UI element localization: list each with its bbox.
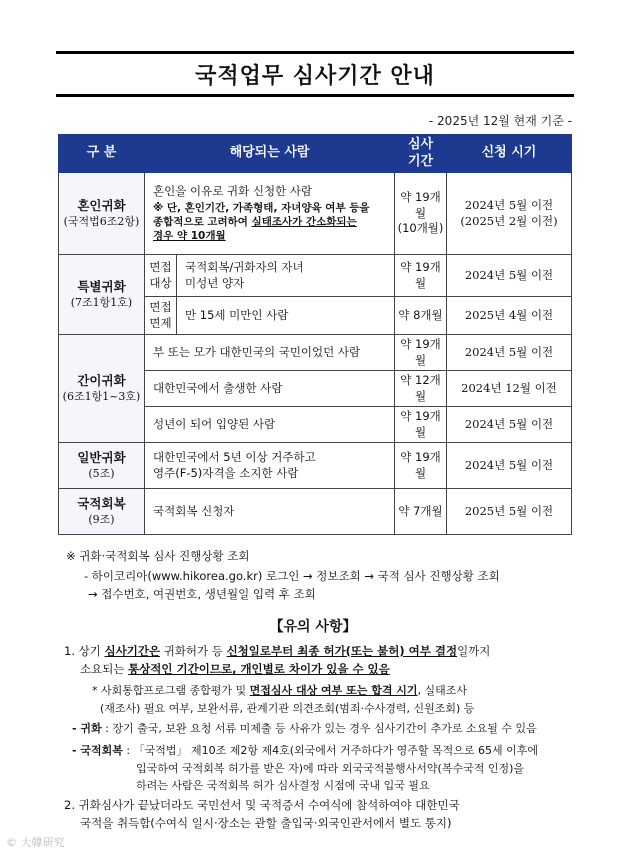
status-step-1: - 하이코리아(www.hikorea.go.kr) 로그인 → 정보조회 → 국적 심사 진행상황 조회 bbox=[84, 569, 500, 583]
special-desc-2: 만 15세 미만인 사람 bbox=[177, 297, 395, 335]
simple-period-3: 약 19개월 bbox=[395, 407, 447, 443]
restore-period: 약 7개월 bbox=[395, 489, 447, 535]
restore-date: 2025년 5월 이전 bbox=[447, 489, 572, 535]
header-apply-time: 신청 시기 bbox=[447, 135, 572, 173]
table-row bbox=[59, 443, 572, 489]
table-row bbox=[59, 489, 572, 535]
status-step-2: → 접수번호, 여권번호, 생년월일 입력 후 조회 bbox=[88, 586, 316, 601]
marriage-date: 2024년 5월 이전 (2025년 2월 이전) bbox=[447, 173, 572, 255]
reference-date: - 2025년 12월 현재 기준 - bbox=[428, 114, 572, 128]
special-date-1: 2024년 5월 이전 bbox=[447, 255, 572, 297]
header-period: 심사 기간 bbox=[395, 135, 447, 173]
category-simple: 간이귀화 (6조1항1~3호) bbox=[59, 335, 145, 443]
header-category: 구 분 bbox=[59, 135, 145, 173]
special-desc-1: 국적회복/귀화자의 자녀 미성년 양자 bbox=[177, 255, 395, 297]
special-period-2: 약 8개월 bbox=[395, 297, 447, 335]
marriage-note: ※ 단, 혼인기간, 가족형태, 자녀양육 여부 등을 종합적으로 고려하여 실태조사가 간소화되는 경우 약 10개월 bbox=[153, 202, 370, 242]
status-inquiry-steps bbox=[84, 568, 500, 604]
header-eligible: 해당되는 사람 bbox=[145, 135, 395, 173]
simple-date-1: 2024년 5월 이전 bbox=[447, 335, 572, 371]
table-header-row bbox=[59, 135, 572, 173]
watermark-logo: © 大韓研究 bbox=[6, 836, 65, 849]
simple-desc-2: 대한민국에서 출생한 사람 bbox=[145, 371, 395, 407]
special-sub-interview: 면접 대상 bbox=[145, 255, 177, 297]
simple-desc-1: 부 또는 모가 대한민국의 국민이었던 사람 bbox=[145, 335, 395, 371]
simple-period-2: 약 12개월 bbox=[395, 371, 447, 407]
simple-period-1: 약 19개월 bbox=[395, 335, 447, 371]
cautions-title: 【유의 사항】 bbox=[269, 619, 357, 635]
general-desc: 대한민국에서 5년 이상 거주하고 영주(F-5)자격을 소지한 사람 bbox=[145, 443, 395, 489]
table-row bbox=[59, 335, 572, 371]
simple-desc-3: 성년이 되어 입양된 사람 bbox=[145, 407, 395, 443]
simple-date-2: 2024년 12월 이전 bbox=[447, 371, 572, 407]
table-row bbox=[59, 173, 572, 255]
table-row bbox=[59, 255, 572, 297]
marriage-period: 약 19개월 (10개월) bbox=[395, 173, 447, 255]
special-sub-exempt: 면접 면제 bbox=[145, 297, 177, 335]
caution-restoration: - 국적회복 : 「국적법」 제10조 제2항 제4호(외국에서 거주하다가 영주할 목적으로 65세 이후에 입국하여 국적회복 허가를 받은 자)에 따라 외국국적불행사서약(복수국적 인정)을 하려는 사람은 국적회복 허가 심사결정 시점에 국내 입국 필요 bbox=[72, 744, 539, 793]
category-special: 특별귀화 (7조1항1호) bbox=[59, 255, 145, 335]
special-date-2: 2025년 4월 이전 bbox=[447, 297, 572, 335]
simple-date-3: 2024년 5월 이전 bbox=[447, 407, 572, 443]
caution-item-2: 2. 귀화심사가 끝났더라도 국민선서 및 국적증서 수여식에 참석하여야 대한민국 국적을 취득함(수여식 일시·장소는 관할 출입국·외국인관서에서 별도 통지) bbox=[64, 798, 460, 831]
general-date: 2024년 5월 이전 bbox=[447, 443, 572, 489]
page-title: 국적업무 심사기간 안내 bbox=[56, 51, 574, 97]
special-period-1: 약 19개월 bbox=[395, 255, 447, 297]
category-restore: 국적회복 (9조) bbox=[59, 489, 145, 535]
restore-desc: 국적회복 신청자 bbox=[145, 489, 395, 535]
caution-item-1: 1. 상기 심사기간은 귀화허가 등 신청일로부터 최종 허가(또는 불허) 여부 결정일까지 소요되는 통상적인 기간이므로, 개인별로 차이가 있을 수 있음 bbox=[64, 644, 491, 677]
category-general: 일반귀화 (5조) bbox=[59, 443, 145, 489]
marriage-desc: 혼인을 이유로 귀화 신청한 사람 ※ 단, 혼인기간, 가족형태, 자녀양육 여부 등을 종합적으로 고려하여 실태조사가 간소화되는 경우 약 10개월 bbox=[145, 173, 395, 255]
review-period-table bbox=[58, 134, 572, 535]
caution-naturalization: - 귀화 : 장기 출국, 보완 요청 서류 미제출 등 사유가 있는 경우 심사기간이 추가로 소요될 수 있음 bbox=[72, 722, 537, 735]
status-inquiry-title: ※ 귀화·국적회복 심사 진행상황 조회 bbox=[66, 549, 250, 563]
general-period: 약 19개월 bbox=[395, 443, 447, 489]
caution-item-1-detail: * 사회통합프로그램 종합평가 및 면접심사 대상 여부 또는 합격 시기, 실태조사 (재조사) 필요 여부, 보완서류, 관계기관 의견조회(범죄·수사경력, 신원조회) 등 bbox=[92, 684, 475, 715]
category-marriage: 혼인귀화 (국적법6조2항) bbox=[59, 173, 145, 255]
